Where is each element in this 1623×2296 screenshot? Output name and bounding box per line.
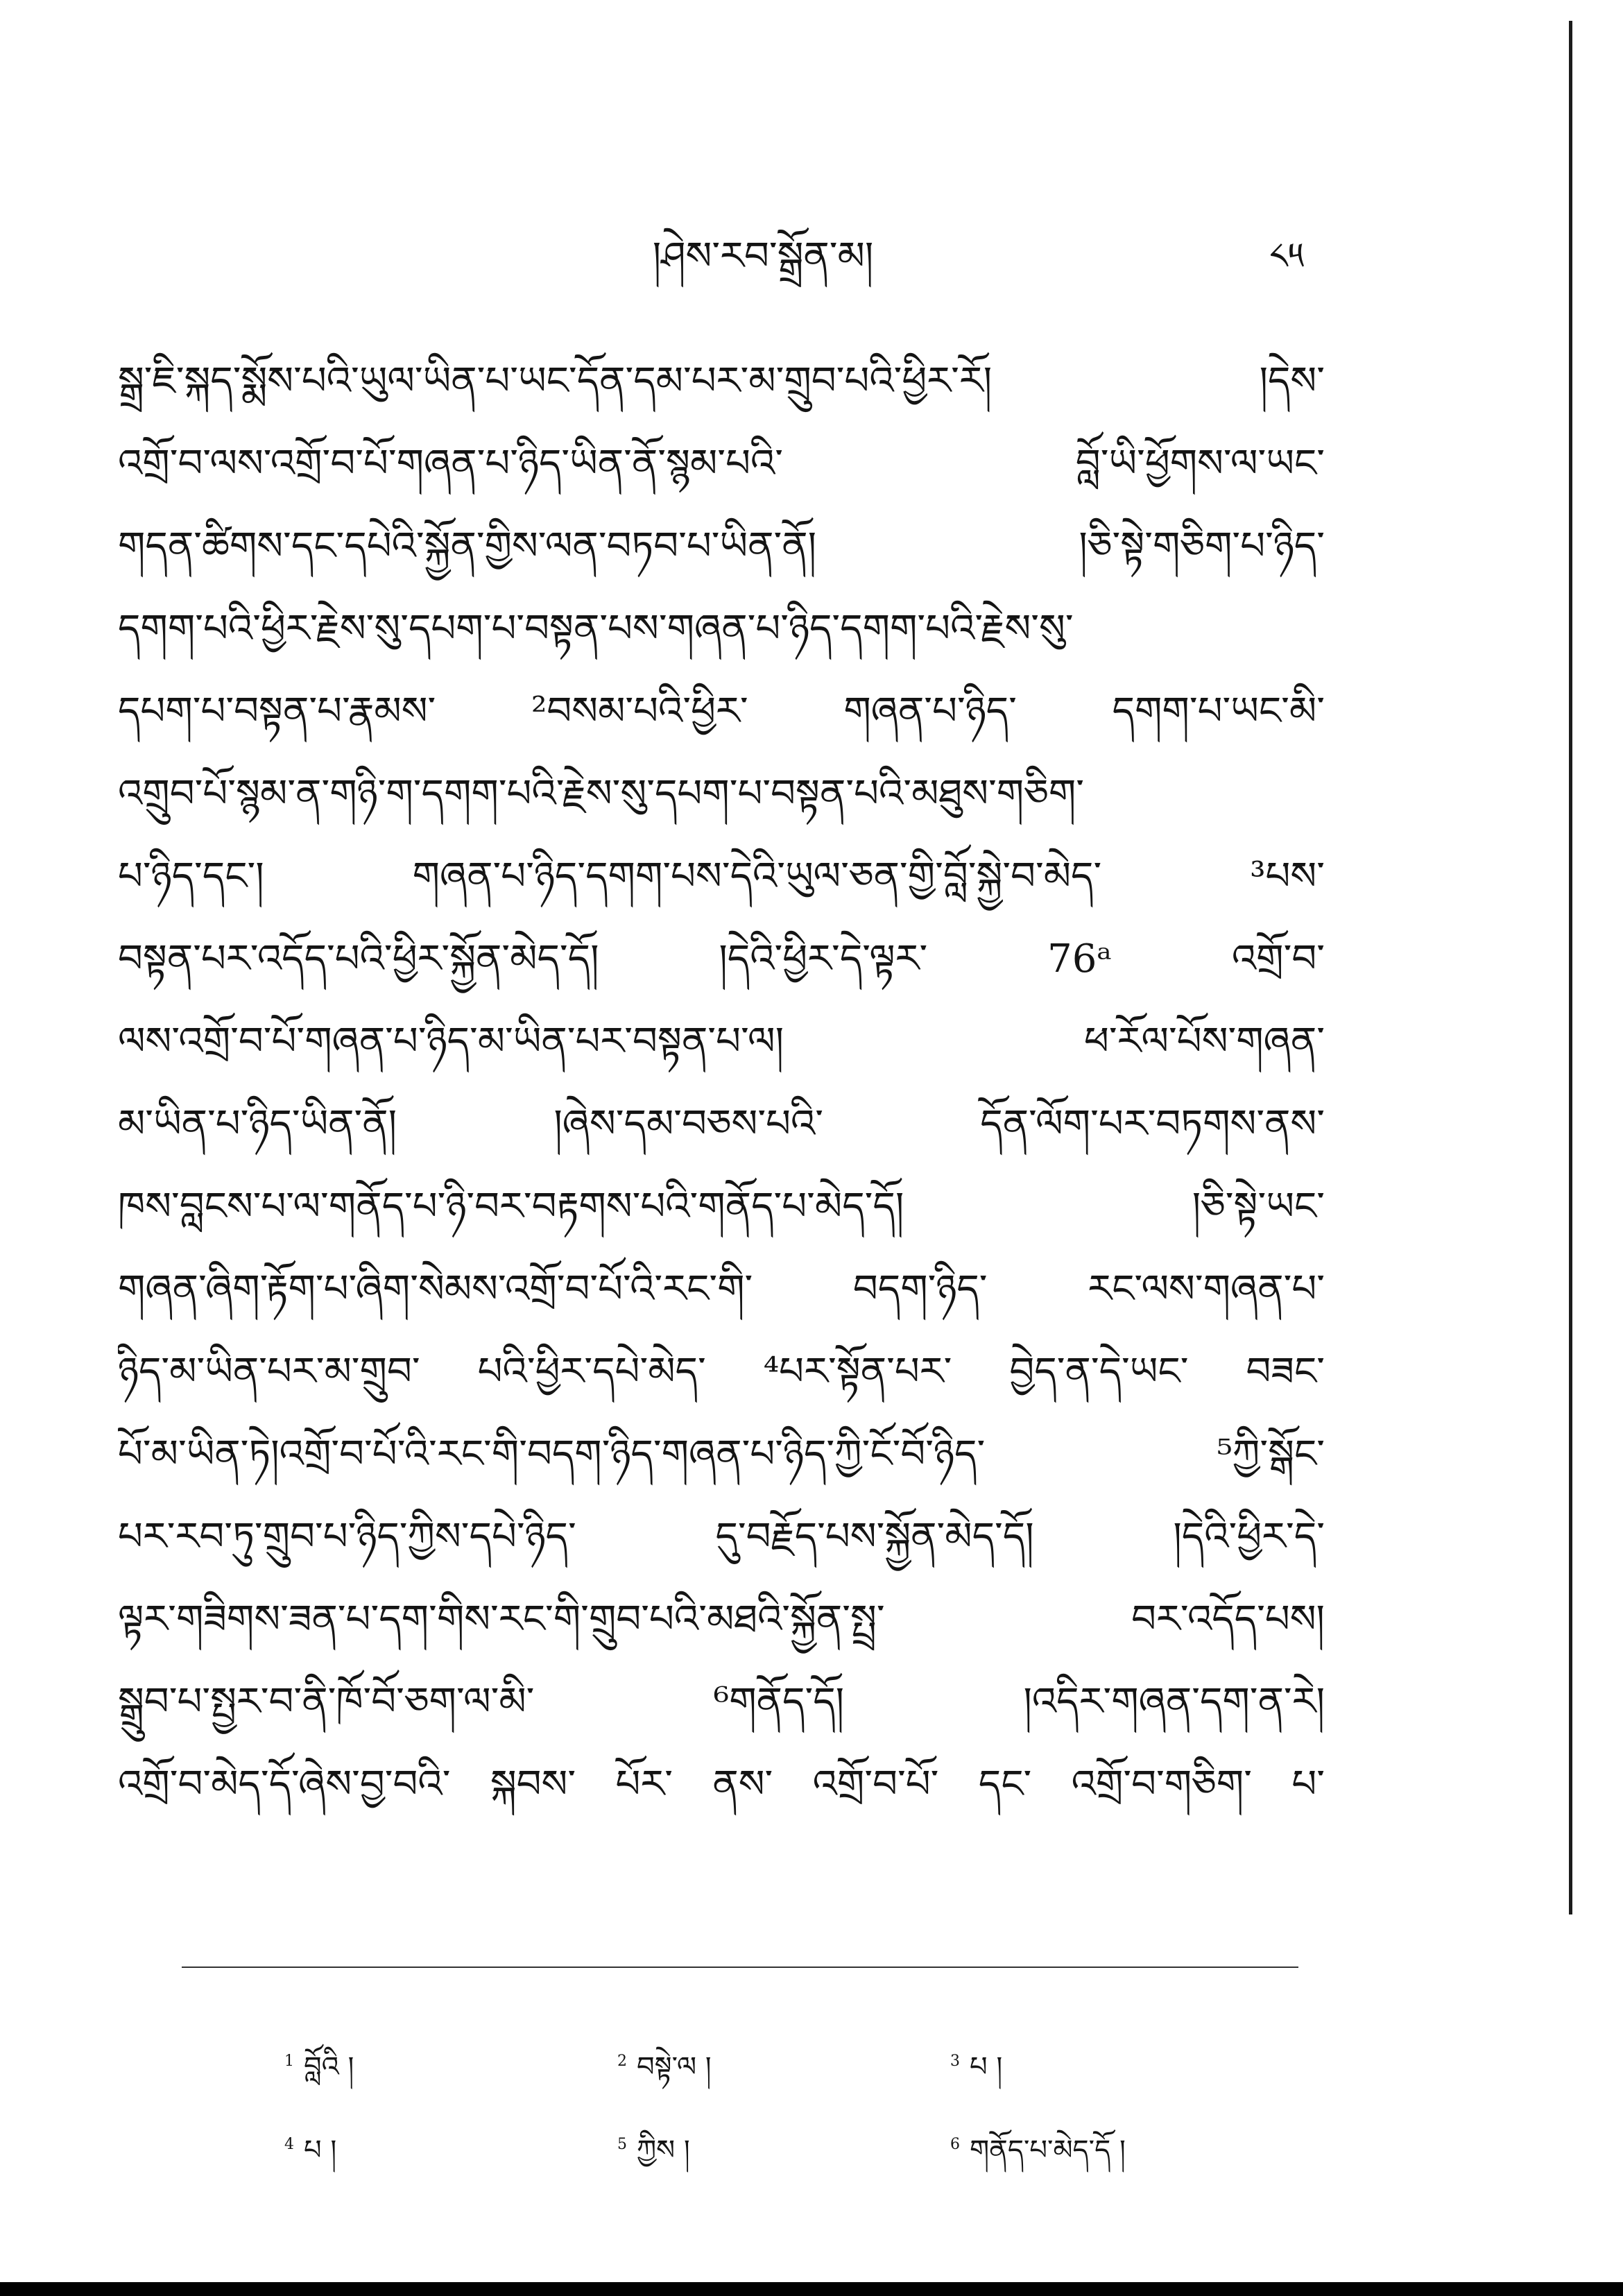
page-edge-right — [1569, 21, 1572, 1914]
text-line: དགག་པའི་ཕྱིར་རྗེས་སུ་དཔག་པ་བསྟན་པས་གཞན་པ་ཉིད་དགག་པའི་རྗེས་སུ་ — [118, 606, 1074, 651]
text-line: གདན་ཚིགས་དང་དཔེའི་སྐྱོན་གྱིས་ལན་བཏབ་པ་ཡིན་ནོ། །ཅི་སྟེ་གཅིག་པ་ཉིད་ — [118, 524, 1325, 569]
text-line: མ་ཡིན་པ་ཉིད་ཡིན་ནོ། །ཞེས་དམ་བཅས་པའི་ དོན་ལོག་པར་བཏགས་ནས་ — [118, 1102, 1325, 1147]
text-line: སྒྲུབ་པ་སྤྱར་བ་ནི་ཁོ་བོ་ཅག་ལ་མི་ ⁶གནོད་དོ། །འདིར་གཞན་དག་ན་རེ། — [118, 1679, 1325, 1724]
footnote — [950, 2118, 1283, 2197]
page-edge-bottom — [0, 2282, 1623, 2296]
text-line: འགྲོ་བ་ལས་འགྲོ་བ་པོ་གཞན་པ་ཉིད་ཡིན་ནོ་སྙམ་པའི་ བློ་ཡི་ཕྱོགས་ལ་ཡང་ — [118, 441, 1325, 486]
footnote — [617, 2118, 950, 2197]
footnote-text: ཀྱིས ། — [637, 2134, 690, 2166]
footnote-marker: 6 — [950, 2136, 960, 2154]
footnotes — [284, 2032, 1283, 2199]
text-line: ཉིད་མ་ཡིན་པར་མ་གྲུབ་ པའི་ཕྱིར་དཔེ་མེད་ ⁴པར་སྟོན་པར་ བྱེད་ན་དེ་ཡང་ བཟང་ — [118, 1349, 1325, 1394]
text-line: པར་རབ་ཏུ་གྲུབ་པ་ཉིད་ཀྱིས་དཔེ་ཉིད་ དུ་བརྗོད་པས་སྐྱོན་མེད་དོ། །དེའི་ཕྱིར་དེ་ — [118, 1514, 1325, 1559]
footnote-row — [284, 2032, 1283, 2116]
footnote-text: པ ། — [970, 2050, 1003, 2083]
running-header-title: །ཤེས་རབ་སྒྲོན་མ། — [652, 234, 874, 279]
text-line: འགྲོ་བ་མེད་དོ་ཞེས་བྱ་བའི་ སྐབས་ པོར་ ནས་ འགྲོ་བ་པོ་ དང་ འགྲོ་བ་གཅིག་ པ་ — [118, 1762, 1325, 1807]
text-line: ལས་འགྲོ་བ་པོ་གཞན་པ་ཉིད་མ་ཡིན་པར་བསྟན་པ་ལ། ཕ་རོལ་པོས་གཞན་ — [118, 1019, 1325, 1064]
text-line: ལྟར་གཟིགས་ཟན་པ་དག་གིས་རང་གི་གྲུབ་པའི་མཐའི་སྐྱོན་སྤྲ་ བར་འདོད་པས། — [118, 1597, 1325, 1642]
text-line: དཔག་པ་བསྟན་པ་རྣམས་ ²བསམ་པའི་ཕྱིར་ གཞན་པ་ཉིད་ དགག་པ་ཡང་མི་ — [118, 689, 1325, 734]
footnote — [950, 2035, 1283, 2114]
footnote — [284, 2118, 617, 2197]
text-line: གཞན་ཞིག་རྟོག་པ་ཞིག་སེམས་འགྲོ་བ་པོ་འི་རང་གི་ བདག་ཉིད་ རང་ལས་གཞན་པ་ — [118, 1267, 1325, 1312]
footnote-marker: 2 — [617, 2053, 627, 2071]
text-line: འགྲུབ་པོ་སྙམ་ན་གཉི་ག་དགག་པའི་རྗེས་སུ་དཔག་པ་བསྟན་པའི་མཐུས་གཅིག་ — [118, 771, 1084, 816]
text-line: པ་ཉིད་དང་། གཞན་པ་ཉིད་དགག་པས་དེའི་ཡུལ་ཅན་གྱི་བློ་སྐྱེ་བ་མེད་ ³པས་ — [118, 854, 1325, 899]
footnote-text: པ ། — [304, 2134, 337, 2166]
footnote-text: བློའི ། — [304, 2050, 354, 2083]
footnote-marker: 1 — [284, 2053, 294, 2071]
footnote-text: གནོད་པ་མེད་དོ ། — [970, 2134, 1126, 2166]
body-text — [118, 340, 1325, 1826]
footnote — [284, 2035, 617, 2114]
page-number: ༨༥ — [1269, 236, 1304, 277]
footnote-marker: 3 — [950, 2053, 960, 2071]
text-line: པོ་མ་ཡིན་ཏེ།འགྲོ་བ་པོ་འི་རང་གི་བདག་ཉིད་གཞན་པ་ཉིད་ཀྱི་ངོ་བོ་ཉིད་ ⁵ཀྱི་སྒོང་ — [118, 1432, 1325, 1477]
footnote-text: བསྟེ་ལ ། — [637, 2050, 712, 2083]
text-line: སྒྲ་ཇི་སྐད་སྨོས་པའི་ཡུལ་ཡིན་པ་ཡང་དོན་དམ་པར་མ་གྲུབ་པའི་ཕྱིར་རོ། །དེས་ — [118, 359, 1325, 404]
footnote-separator-rule — [182, 1967, 1298, 1968]
footnote-marker: 4 — [284, 2136, 294, 2154]
footnote-row — [284, 2116, 1283, 2199]
text-line: བསྟན་པར་འདོད་པའི་ཕྱིར་སྐྱོན་མེད་དོ། །དེའི་ཕྱིར་དེ་ལྟར་ 76ᵃ འགྲོ་བ་ — [118, 936, 1325, 982]
text-line: ཁས་བླངས་པ་ལ་གནོད་པ་ཉི་བར་བརྟགས་པའི་གནོད་པ་མེད་དོ། །ཅི་སྟེ་ཡང་ — [118, 1184, 1325, 1229]
footnote-marker: 5 — [617, 2136, 627, 2154]
footnote — [617, 2035, 950, 2114]
